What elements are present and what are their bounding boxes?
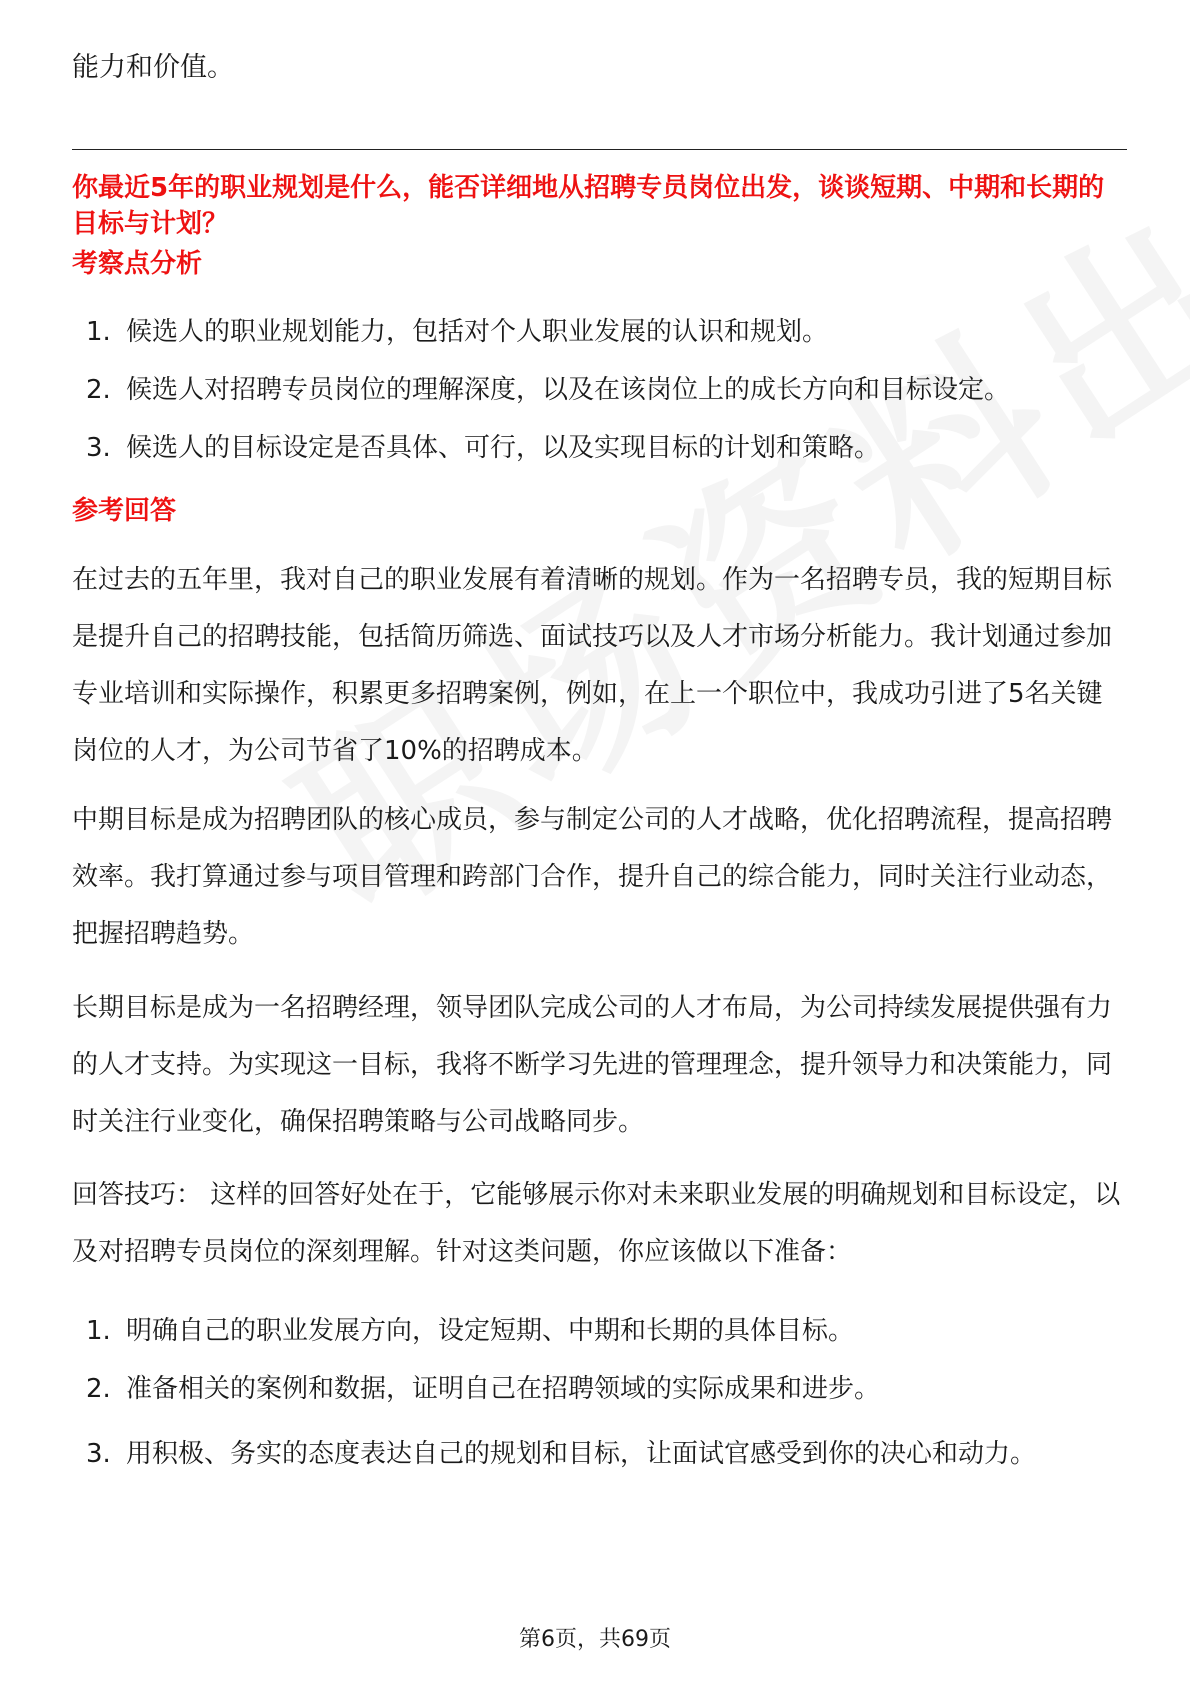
horizontal-rule [72,149,1127,150]
list-item [72,428,1127,468]
list-item [72,312,1127,352]
answer-paragraph-1: 在过去的五年里，我对自己的职业发展有着清晰的规划。作为一名招聘专员，我的短期目标是提升自己的招聘技能，包括简历筛选、面试技巧以及人才市场分析能力。我计划通过参加专业培训和实际操作，积累更多招聘案例，例如，在上一个职位中，我成功引进了5名关键岗位的人才，为公司节省了10%的招聘成本。 [72,565,1113,766]
list-number: 2. [86,1374,111,1404]
list-number: 1. [86,317,111,347]
list-item [72,370,1127,410]
answer-heading: 参考回答 [72,496,177,526]
list-number: 1. [86,1316,111,1346]
page-footer: 第6页，共69页 [519,1627,671,1652]
list-text: 用积极、务实的态度表达自己的规划和目标，让面试官感受到你的决心和动力。 [126,1439,1037,1469]
answer-paragraph-3: 长期目标是成为一名招聘经理，领导团队完成公司的人才布局，为公司持续发展提供强有力的人才支持。为实现这一目标，我将不断学习先进的管理理念，提升领导力和决策能力，同时关注行业变化，确保招聘策略与公司战略同步。 [72,993,1113,1137]
document-page [72,0,1127,1684]
list-item [72,1369,1127,1409]
list-text: 准备相关的案例和数据，证明自己在招聘领域的实际成果和进步。 [126,1374,881,1404]
question-title: 你最近5年的职业规划是什么，能否详细地从招聘专员岗位出发，谈谈短期、中期和长期的目标与计划？ [72,173,1105,239]
list-text: 候选人的职业规划能力，包括对个人职业发展的认识和规划。 [126,317,829,347]
analysis-heading: 考察点分析 [72,249,203,279]
list-text: 候选人对招聘专员岗位的理解深度，以及在该岗位上的成长方向和目标设定。 [126,375,1011,405]
answer-tips-intro: 回答技巧： 这样的回答好处在于，它能够展示你对未来职业发展的明确规划和目标设定，以及对招聘专员岗位的深刻理解。针对这类问题，你应该做以下准备： [72,1180,1121,1267]
list-text: 明确自己的职业发展方向，设定短期、中期和长期的具体目标。 [126,1316,855,1346]
list-number: 3. [86,1439,111,1469]
list-text: 候选人的目标设定是否具体、可行，以及实现目标的计划和策略。 [126,433,881,463]
list-number: 3. [86,433,111,463]
answer-paragraph-2: 中期目标是成为招聘团队的核心成员，参与制定公司的人才战略，优化招聘流程，提高招聘效率。我打算通过参与项目管理和跨部门合作，提升自己的综合能力，同时关注行业动态，把握招聘趋势。 [72,805,1113,949]
lead-text: 能力和价值。 [72,52,234,83]
list-item [72,1427,1127,1481]
analysis-list [72,312,1127,486]
list-item [72,1311,1127,1351]
tips-list [72,1311,1127,1499]
list-number: 2. [86,375,111,405]
